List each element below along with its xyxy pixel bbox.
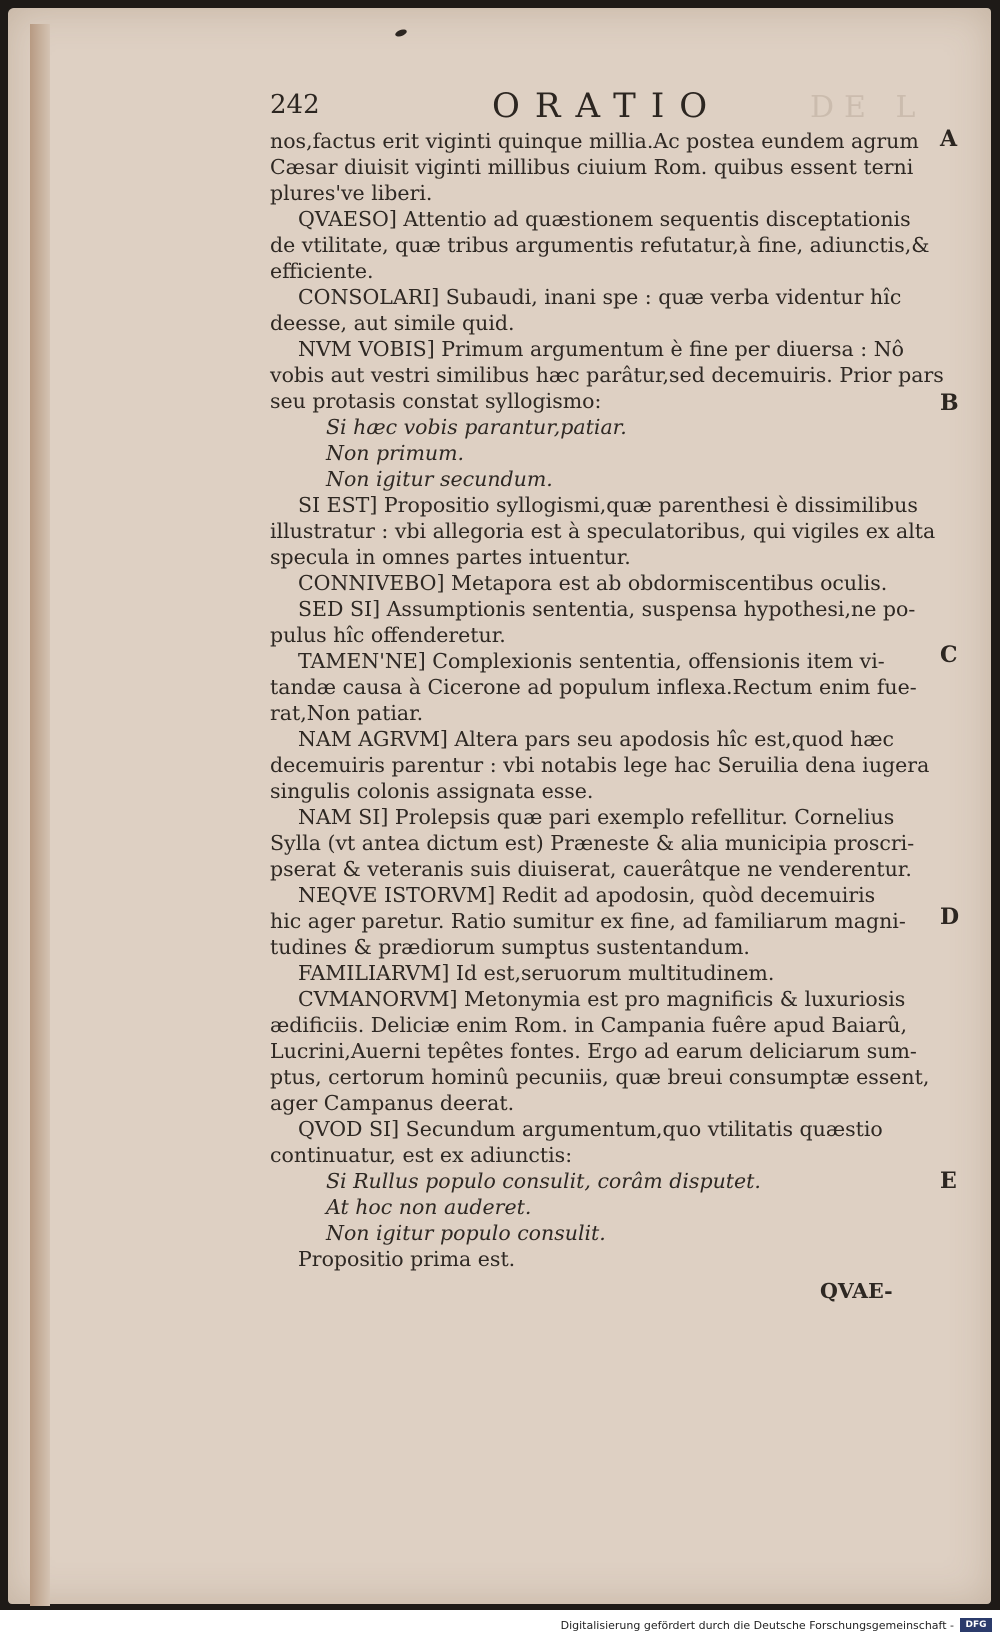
gloss-line: NAM SI] Prolepsis quæ pari exemplo refellitur. Cornelius xyxy=(298,805,895,829)
syllogism-line: Non igitur populo consulit. xyxy=(326,1221,606,1245)
text-line: pulus hîc offenderetur. xyxy=(270,623,506,647)
text-line: specula in omnes partes intuentur. xyxy=(270,545,631,569)
gloss-line: CONSOLARI] Subaudi, inani spe : quæ verba videntur hîc xyxy=(298,285,902,309)
text-line: ptus, certorum hominû pecuniis, quæ breui consumptæ essent, xyxy=(270,1065,930,1089)
gloss-line: SI EST] Propositio syllogismi,quæ parenthesi è dissimilibus xyxy=(298,493,918,517)
margin-letter-e: E xyxy=(940,1168,957,1194)
text-line: Cæsar diuisit viginti millibus ciuium Rom. quibus essent terni xyxy=(270,155,914,179)
text-line: plures've liberi. xyxy=(270,181,433,205)
gloss-line: FAMILIARVM] Id est,seruorum multitudinem. xyxy=(298,961,775,985)
page-gutter xyxy=(30,24,50,1606)
gloss-line: CVMANORVM] Metonymia est pro magnificis & luxuriosis xyxy=(298,987,906,1011)
text-line: tandæ causa à Cicerone ad populum inflexa.Rectum enim fue- xyxy=(270,675,917,699)
text-line: rat,Non patiar. xyxy=(270,701,424,725)
syllogism-line: Si hæc vobis parantur,patiar. xyxy=(326,415,627,439)
text-line: seu protasis constat syllogismo: xyxy=(270,389,602,413)
text-line: Sylla (vt antea dictum est) Præneste & alia municipia proscri- xyxy=(270,831,915,855)
syllogism-line: Non primum. xyxy=(326,441,465,465)
text-line: efficiente. xyxy=(270,259,374,283)
gloss-line: SED SI] Assumptionis sententia, suspensa hypothesi,ne po- xyxy=(298,597,916,621)
show-through-title: DE L xyxy=(810,90,926,125)
gloss-line: QVOD SI] Secundum argumentum,quo vtilitatis quæstio xyxy=(298,1117,883,1141)
text-line: decemuiris parentur : vbi notabis lege hac Seruilia dena iugera xyxy=(270,753,930,777)
gloss-line: TAMEN'NE] Complexionis sententia, offensionis item vi- xyxy=(298,649,885,673)
margin-letter-a: A xyxy=(940,126,958,152)
syllogism-line: Non igitur secundum. xyxy=(326,467,553,491)
footer-credit: Digitalisierung gefördert durch die Deutsche Forschungsgemeinschaft - xyxy=(560,1619,954,1632)
text-line: Lucrini,Auerni tepêtes fontes. Ergo ad earum deliciarum sum- xyxy=(270,1039,917,1063)
text-line: illustratur : vbi allegoria est à speculatoribus, qui vigiles ex alta xyxy=(270,519,936,543)
margin-letter-c: C xyxy=(940,642,958,668)
syllogism-line: At hoc non auderet. xyxy=(326,1195,532,1219)
dfg-logo: DFG xyxy=(960,1618,992,1632)
text-line: de vtilitate, quæ tribus argumentis refutatur,à fine, adiunctis,& xyxy=(270,233,930,257)
text-line: deesse, aut simile quid. xyxy=(270,311,515,335)
running-head xyxy=(270,86,960,130)
digitization-footer xyxy=(0,1610,1000,1640)
margin-letter-d: D xyxy=(940,904,960,930)
page-number: 242 xyxy=(270,90,320,120)
syllogism-line: Si Rullus populo consulit, corâm disputet. xyxy=(326,1169,761,1193)
gloss-line: QVAESO] Attentio ad quæstionem sequentis disceptationis xyxy=(298,207,911,231)
text-line: continuatur, est ex adiunctis: xyxy=(270,1143,573,1167)
gloss-line: NAM AGRVM] Altera pars seu apodosis hîc est,quod hæc xyxy=(298,727,894,751)
text-line: ædificiis. Deliciæ enim Rom. in Campania fuêre apud Baiarû, xyxy=(270,1013,907,1037)
gloss-line: CONNIVEBO] Metapora est ab obdormiscentibus oculis. xyxy=(298,571,888,595)
text-line: ager Campanus deerat. xyxy=(270,1091,515,1115)
gloss-line: NEQVE ISTORVM] Redit ad apodosin, quòd decemuiris xyxy=(298,883,876,907)
text-line: nos,factus erit viginti quinque millia.Ac postea eundem agrum xyxy=(270,129,919,153)
text-line: singulis colonis assignata esse. xyxy=(270,779,594,803)
running-title: ORATIO xyxy=(492,86,723,126)
catchword: QVAE- xyxy=(820,1279,893,1303)
gloss-line: NVM VOBIS] Primum argumentum è fine per diuersa : Nô xyxy=(298,337,905,361)
margin-letter-b: B xyxy=(940,390,959,416)
text-line: hic ager paretur. Ratio sumitur ex fine, ad familiarum magni- xyxy=(270,909,906,933)
text-line: pserat & veteranis suis diuiserat, cauerâtque ne venderentur. xyxy=(270,857,912,881)
text-line: tudines & prædiorum sumptus sustentandum. xyxy=(270,935,750,959)
text-line: Propositio prima est. xyxy=(298,1247,516,1271)
text-line: vobis aut vestri similibus hæc parâtur,sed decemuiris. Prior pars xyxy=(270,363,944,387)
